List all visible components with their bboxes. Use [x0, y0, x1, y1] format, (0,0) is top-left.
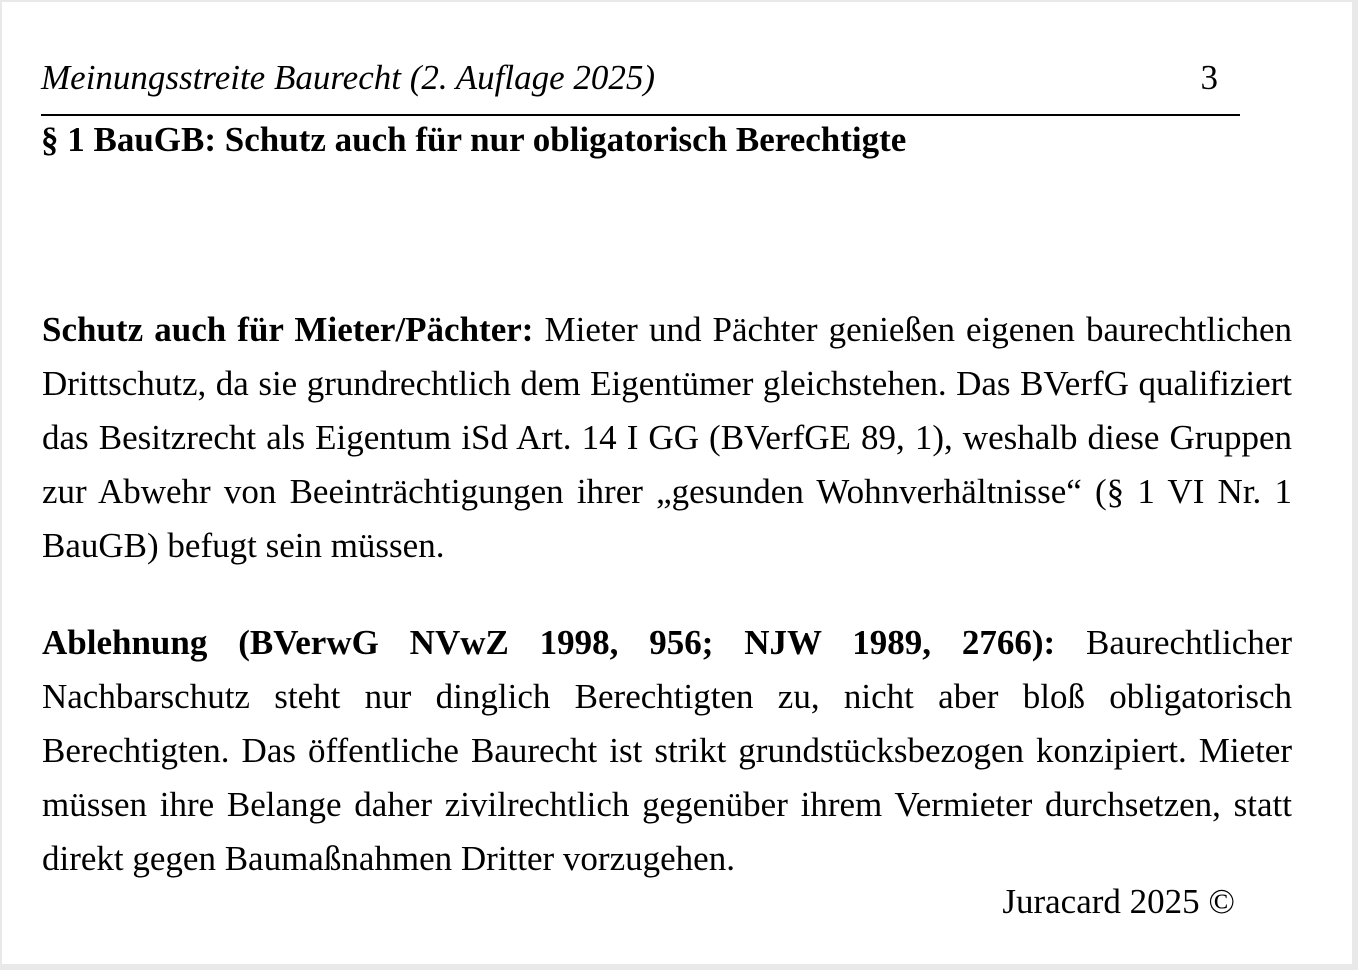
opinion-paragraph-ablehnung [42, 616, 1292, 886]
opinion-heading: Schutz auch für Mieter/Pächter: [42, 310, 534, 349]
book-title: Meinungsstreite Baurecht (2. Auflage 2025) [41, 58, 656, 97]
section-title: § 1 BauGB: Schutz auch für nur obligatorisch Berechtigte [41, 120, 907, 159]
opinion-paragraph-mieter-schutz [42, 303, 1292, 573]
header-divider [41, 114, 1240, 116]
opinion-text: Mieter und Pächter genießen eigenen baurechtlichen Drittschutz, da sie grundrechtlich dem Eigentümer gleichstehen. Das BVerfG qualifiziert das Besitzrecht als Eigentum iSd Art. 14 I GG (BVerfGE 89, 1), weshalb diese Gruppen zur Abwehr von Beeinträchtigungen ihrer „gesunden Wohnverhältnisse“ (§ 1 VI Nr. 1 BauGB) befugt sein müssen. [42, 310, 1292, 565]
opinion-text: Baurechtlicher Nachbarschutz steht nur dinglich Berechtigten zu, nicht aber bloß obligatorisch Berechtigten. Das öffentliche Baurecht ist strikt grundstücksbezogen konzipiert. Mieter müssen ihre Belange daher zivilrechtlich gegenüber ihrem Vermieter durchsetzen, statt direkt gegen Baumaßnahmen Dritter vorzugehen. [42, 623, 1292, 878]
opinion-heading: Ablehnung (BVerwG NVwZ 1998, 956; NJW 1989, 2766): [42, 623, 1056, 662]
document-page [2, 2, 1352, 964]
copyright-notice: Juracard 2025 © [1002, 882, 1235, 921]
page-number: 3 [1200, 58, 1218, 97]
